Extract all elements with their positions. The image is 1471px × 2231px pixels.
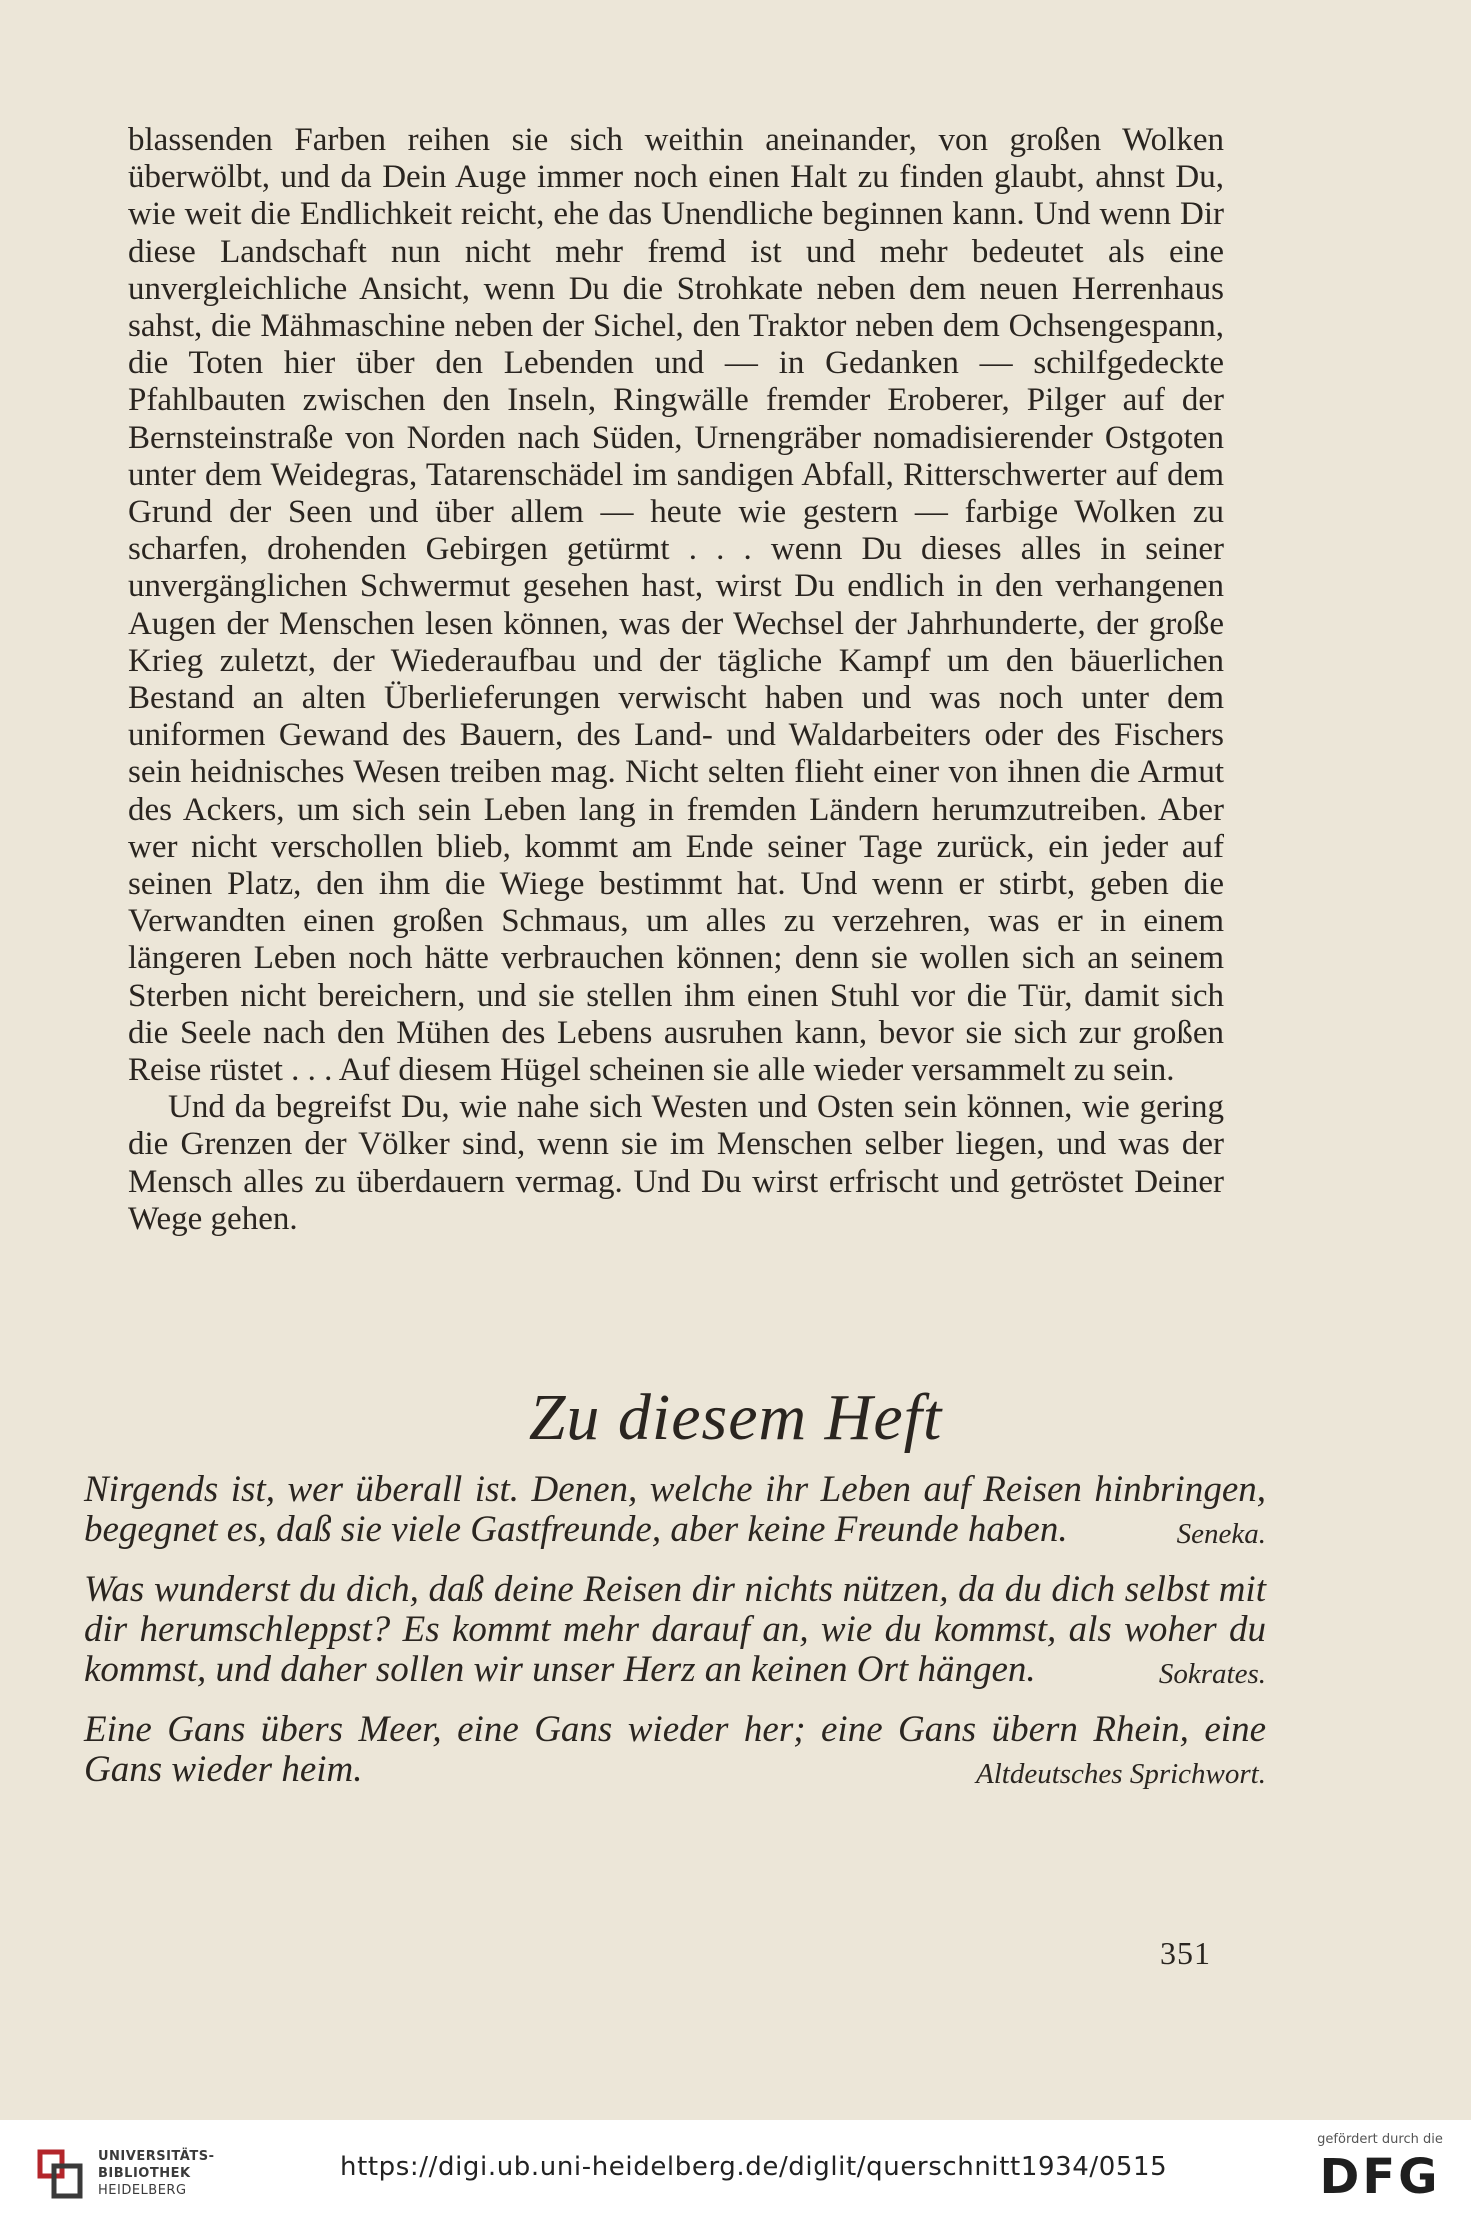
library-line-3: HEIDELBERG bbox=[98, 2183, 187, 2198]
section-heading: Zu diesem Heft bbox=[528, 1381, 943, 1454]
quote-text: Nirgends ist, wer überall ist. Denen, welche ihr Leben auf Reisen hinbringen, begegnet es, daß sie viele Gastfreunde, aber keine Freunde haben. bbox=[84, 1469, 1266, 1550]
quote-2 bbox=[84, 1570, 1266, 1694]
page-number: 351 bbox=[1160, 1935, 1211, 1971]
library-line-1: UNIVERSITÄTS- bbox=[98, 2149, 215, 2164]
body-paragraph-1: blassenden Farben reihen sie sich weithin aneinander, von großen Wolken überwölbt, und da Dein Auge immer noch einen Halt zu finden glaubt, ahnst Du, wie weit die Endlichkeit reicht, ehe das Unendliche beginnen kann. Und wenn Dir diese Landschaft nun nicht mehr fremd ist und mehr bedeutet als eine unvergleichliche Ansicht, wenn Du die Strohkate neben dem neuen Herrenhaus sahst, die Mähmaschine neben der Sichel, den Traktor neben dem Ochsengespann, die Toten hier über den Lebenden und — in Gedanken — schilfgedeckte Pfahlbauten zwischen den Inseln, Ringwälle fremder Eroberer, Pilger auf der Bernsteinstraße von Norden nach Süden, Urnengräber nomadisierender Ostgoten unter dem Weidegras, Tatarenschädel im sandigen Abfall, Ritterschwerter auf dem Grund der Seen und über allem — heute wie gestern — farbige Wolken zu scharfen, drohenden Gebirgen getürmt . . . wenn Du dieses alles in seiner unvergänglichen Schwermut gesehen hast, wirst Du endlich in den verhangenen Augen der Menschen lesen können, was der Wechsel der Jahrhunderte, der große Krieg zuletzt, der Wiederaufbau und der tägliche Kampf um den bäuerlichen Bestand an alten Überlieferungen verwischt haben und was noch unter dem uniformen Gewand des Bauern, des Land- und Waldarbeiters oder des Fischers sein heidnisches Wesen treiben mag. Nicht selten flieht einer von ihnen die Armut des Ackers, um sich sein Leben lang in fremden Ländern herumzutreiben. Aber wer nicht verschollen blieb, kommt am Ende seiner Tage zurück, ein jeder auf seinen Platz, den ihm die Wiege bestimmt hat. Und wenn er stirbt, geben die Verwandten einen großen Schmaus, um alles zu verzehren, was er in einem längeren Leben noch hätte verbrauchen können; denn sie wollen sich an seinem Sterben nicht bereichern, und sie stellen ihm einen Stuhl vor die Tür, damit sich die Seele nach den Mühen des Lebens ausruhen kann, bevor sie sich zur großen Reise rüstet . . . Auf diesem Hügel scheinen sie alle wieder versammelt zu sein. bbox=[128, 122, 1224, 1089]
viewer-footer bbox=[0, 2120, 1471, 2231]
dfg-logo: DFG bbox=[1319, 2149, 1441, 2205]
library-logo[interactable] bbox=[22, 2134, 302, 2214]
sponsor-note: gefördert durch die bbox=[1317, 2132, 1443, 2147]
library-crest-icon bbox=[36, 2146, 86, 2202]
quotes-block bbox=[84, 1470, 1266, 1810]
quote-3 bbox=[84, 1710, 1266, 1794]
quote-1 bbox=[84, 1470, 1266, 1554]
body-paragraph-2: Und da begreifst Du, wie nahe sich Westen und Osten sein können, wie gering die Grenzen der Völker sind, wenn sie im Menschen selber liegen, und was der Mensch alles zu überdauern vermag. Und Du wirst erfrischt und getröstet Deiner Wege gehen. bbox=[128, 1089, 1224, 1237]
quote-source: Seneka. bbox=[1176, 1518, 1266, 1550]
permalink-url[interactable]: https://digi.ub.uni-heidelberg.de/diglit/querschnitt1934/0515 bbox=[340, 2152, 1168, 2182]
library-line-2: BIBLIOTHEK bbox=[98, 2166, 191, 2181]
quote-text: Eine Gans übers Meer, eine Gans wieder her; eine Gans übern Rhein, eine Gans wieder heim. bbox=[84, 1709, 1266, 1790]
quote-source: Altdeutsches Sprichwort. bbox=[976, 1758, 1266, 1790]
quote-text: Was wunderst du dich, daß deine Reisen dir nichts nützen, da du dich selbst mit dir herumschleppst? Es kommt mehr darauf an, wie du kommst, als woher du kommst, und daher sollen wir unser Herz an keinen Ort hängen. bbox=[84, 1569, 1266, 1690]
quote-source: Sokrates. bbox=[1158, 1658, 1266, 1690]
library-name bbox=[98, 2148, 214, 2199]
sponsor-logo[interactable] bbox=[1300, 2132, 1460, 2222]
article-body bbox=[128, 122, 1224, 1238]
